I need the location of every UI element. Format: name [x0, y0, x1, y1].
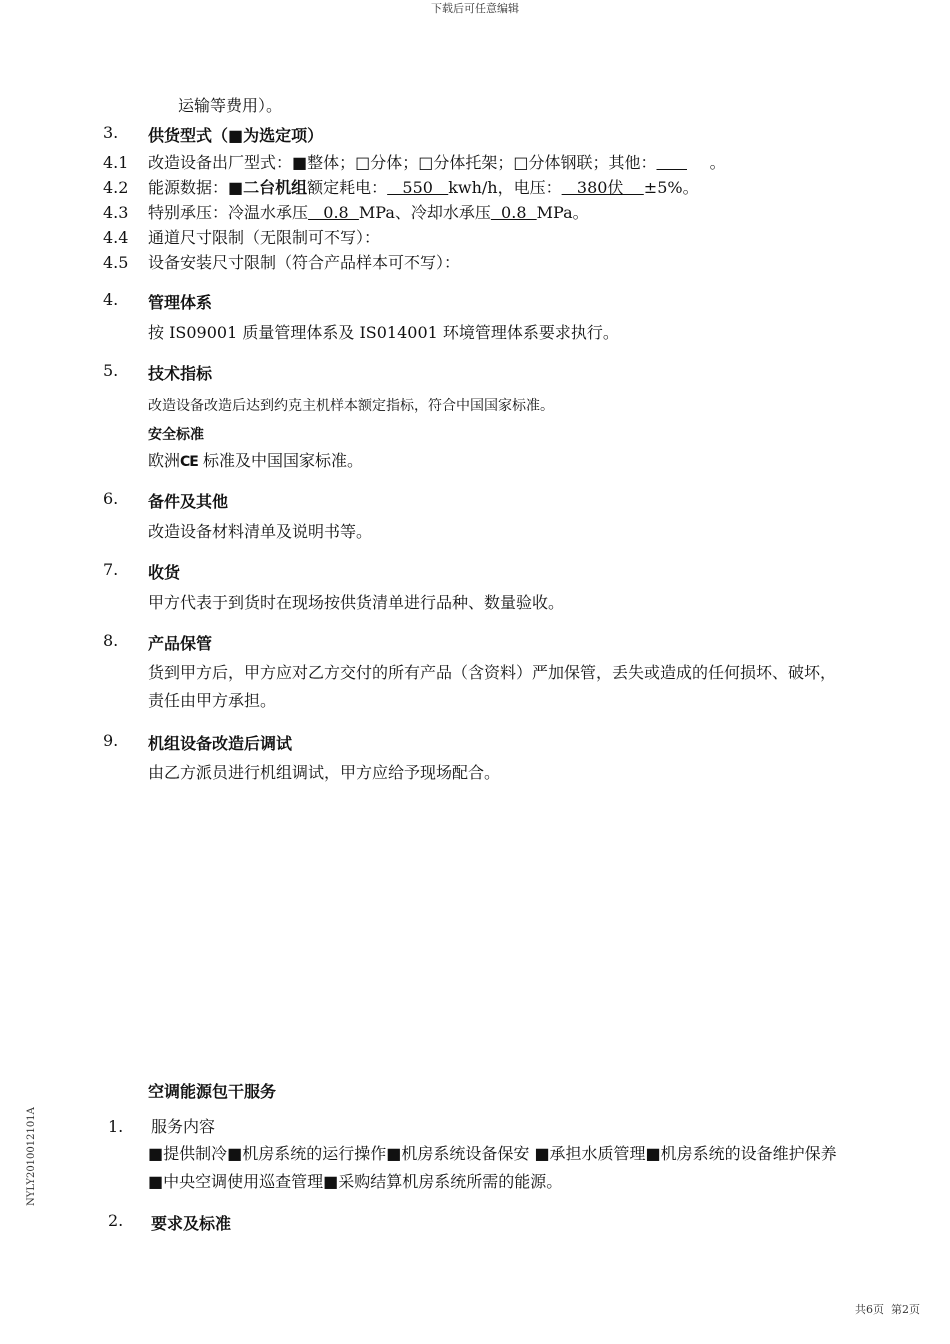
section-5-body: 改造设备改造后达到约克主机样本额定指标，符合中国国家标准。 — [148, 398, 554, 414]
section-4-2-end: ±5%。 — [643, 178, 699, 197]
section-4-2-line — [148, 178, 699, 198]
section-4-3-mid: MPa、冷却水承压 — [358, 203, 491, 222]
document-code-margin — [26, 1107, 44, 1220]
cooling-water-pressure-value: 0.8 — [490, 203, 537, 222]
section-4-title: 管理体系 — [148, 293, 213, 312]
section-4-4-text: 通道尺寸限制（无限制可不写）： — [148, 228, 381, 247]
current-page: 第2页 — [891, 1303, 920, 1316]
safety-standard-body: 标准及中国国家标准。 — [197, 451, 363, 470]
section-8-title: 产品保管 — [148, 634, 213, 653]
service-2-number: 2. — [108, 1211, 124, 1230]
section-9-body: 由乙方派员进行机组调试，甲方应给予现场配合。 — [148, 763, 501, 782]
rated-power-value: 550 — [387, 178, 449, 197]
section-4-3-end: MPa。 — [536, 203, 589, 222]
section-7-body: 甲方代表于到货时在现场按供货清单进行品种、数量验收。 — [148, 593, 565, 612]
section-9-title: 机组设备改造后调试 — [148, 734, 293, 753]
safety-standard-line — [148, 451, 363, 472]
section-3-number: 3. — [103, 123, 119, 142]
section-4-5-number: 4.5 — [103, 253, 129, 272]
section-5-title: 技术指标 — [148, 364, 213, 383]
section-4-1-blank — [656, 153, 704, 173]
section-6-body: 改造设备材料清单及说明书等。 — [148, 522, 373, 541]
page-header: 下载后可任意编辑 — [431, 2, 519, 15]
total-pages: 共6页 — [855, 1303, 884, 1316]
section-7-number: 7. — [103, 560, 119, 579]
section-6-number: 6. — [103, 489, 119, 508]
section-5-number: 5. — [103, 361, 119, 380]
section-4-1-number: 4.1 — [103, 153, 129, 172]
section-4-3-number: 4.3 — [103, 203, 129, 222]
section-4-4-number: 4.4 — [103, 228, 129, 247]
section-8-body: 货到甲方后，甲方应对乙方交付的所有产品（含资料）严加保管，丢失或造成的任何损坏、破坏，责任由甲方承担。 — [148, 663, 837, 710]
section-4-1-line — [148, 153, 726, 173]
section-4-body: 按 IS09001 质量管理体系及 IS014001 环境管理体系要求执行。 — [148, 323, 619, 342]
ce-mark: CE — [180, 454, 198, 470]
transport-line: 运输等费用）。 — [178, 96, 283, 115]
safety-standard-pre: 欧洲 — [148, 451, 181, 470]
safety-standard-title: 安全标准 — [148, 427, 204, 443]
section-8-number: 8. — [103, 631, 119, 650]
section-7-title: 收货 — [148, 563, 181, 582]
chilled-water-pressure-value: 0.8 — [308, 203, 359, 222]
section-4-2-mid: 额定耗电： — [307, 178, 388, 197]
page-footer — [855, 1301, 920, 1317]
section-4-1-end: 。 — [704, 153, 726, 172]
service-1-body: ■提供制冷■机房系统的运行操作■机房系统设备保安 ■承担水质管理■机房系统的设备维护保养■中央空调使用巡查管理■采购结算机房系统所需的能源。 — [148, 1144, 837, 1191]
section-4-3-pre: 特别承压：冷温水承压 — [148, 203, 309, 222]
service-1-title: 服务内容 — [151, 1117, 216, 1136]
section-4-2-number: 4.2 — [103, 178, 129, 197]
section-4-1-text: 改造设备出厂型式：■整体；□分体；□分体托架；□分体钢联；其他： — [148, 153, 657, 172]
service-1-number: 1. — [108, 1117, 124, 1136]
section-4-number: 4. — [103, 290, 119, 309]
voltage-value: 380伏 — [561, 178, 644, 197]
section-3-title: 供货型式（■为选定项） — [148, 126, 324, 145]
section-4-2-pre: 能源数据： — [148, 178, 229, 197]
section-4-3-line — [148, 203, 589, 223]
document-code: NYLY2010012101A — [26, 1107, 37, 1206]
service-2-title: 要求及标准 — [151, 1214, 232, 1233]
section-4-2-bold: ■二台机组 — [228, 178, 308, 197]
section-4-5-text: 设备安装尺寸限制（符合产品样本可不写）： — [148, 253, 461, 272]
section-4-2-mid2: kwh/h，电压： — [448, 178, 562, 197]
service-title: 空调能源包干服务 — [148, 1082, 277, 1101]
section-9-number: 9. — [103, 731, 119, 750]
section-6-title: 备件及其他 — [148, 492, 229, 511]
